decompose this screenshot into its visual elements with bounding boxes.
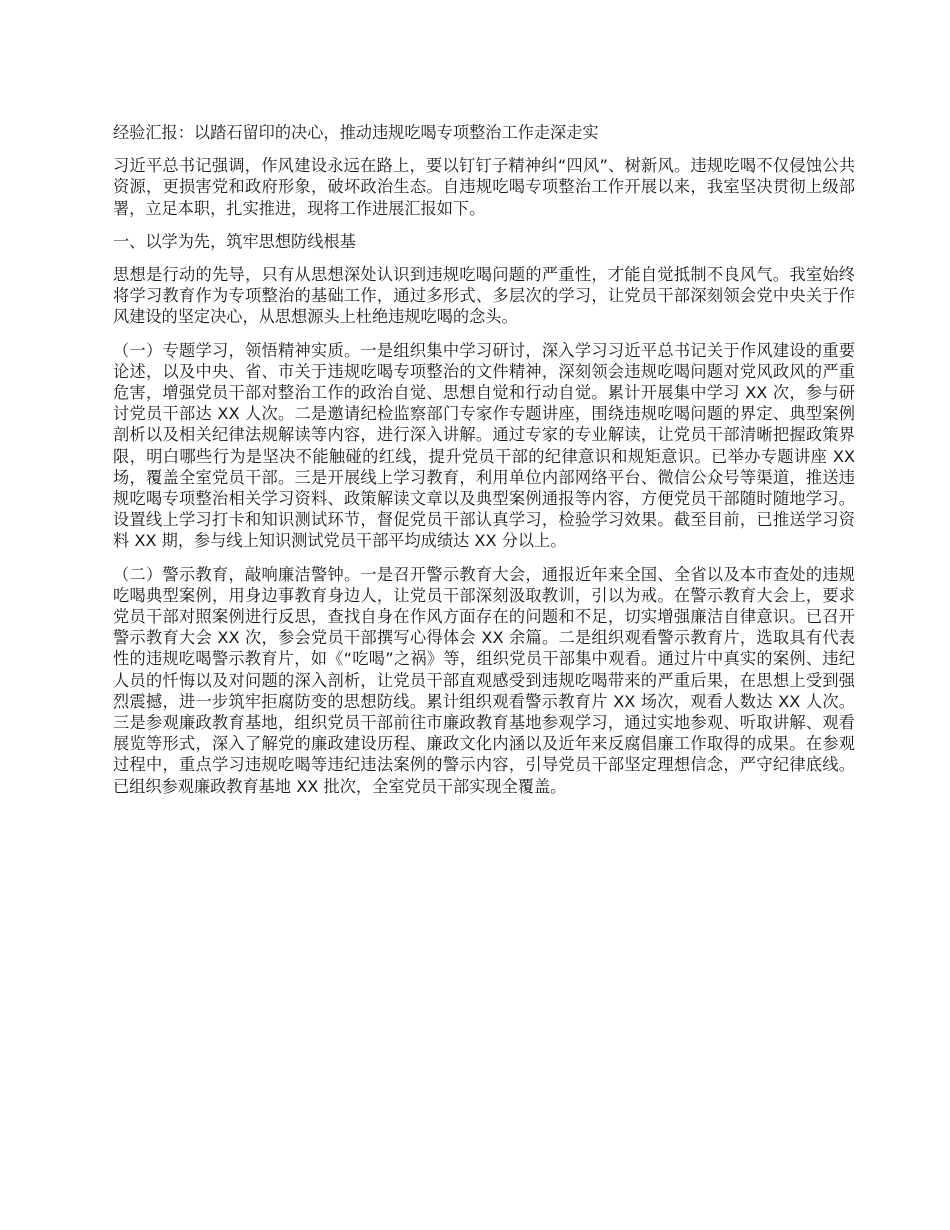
subsection-1-paragraph: （一）专题学习，领悟精神实质。一是组织集中学习研讨，深入学习习近平总书记关于作风建设的重要论述，以及中央、省、市关于违规吃喝专项整治的文件精神，深刻领会违规吃喝问题对党风政风的严重危害，增强党员干部对整治工作的政治自觉、思想自觉和行动自觉。累计开展集中学习 XX 次，参与研讨党员干部达 XX 人次。二是邀请纪检监察部门专家作专题讲座，围绕违规吃喝问题的界定、典型案例剖析以及相关纪律法规解读等内容，进行深入讲解。通过专家的专业解读，让党员干部清晰把握政策界限，明白哪些行为是坚决不能触碰的红线，提升党员干部的纪律意识和规矩意识。已举办专题讲座 XX 场，覆盖全室党员干部。三是开展线上学习教育，利用单位内部网络平台、微信公众号等渠道，推送违规吃喝专项整治相关学习资料、政策解读文章以及典型案例通报等内容，方便党员干部随时随地学习。设置线上学习打卡和知识测试环节，督促党员干部认真学习，检验学习效果。截至目前，已推送学习资料 XX 期，参与线上知识测试党员干部平均成绩达 XX 分以上。 xyxy=(113,340,855,551)
document-page xyxy=(113,122,855,809)
document-title: 经验汇报：以踏石留印的决心，推动违规吃喝专项整治工作走深走实 xyxy=(113,123,599,142)
section-heading-1: 一、以学为先，筑牢思想防线根基 xyxy=(113,231,356,251)
subsection-2-paragraph: （二）警示教育，敲响廉洁警钟。一是召开警示教育大会，通报近年来全国、全省以及本市查处的违规吃喝典型案例，用身边事教育身边人，让党员干部深刻汲取教训，引以为戒。在警示教育大会上，要求党员干部对照案例进行反思，查找自身在作风方面存在的问题和不足，切实增强廉洁自律意识。已召开警示教育大会 XX 次，参会党员干部撰写心得体会 XX 余篇。二是组织观看警示教育片，选取具有代表性的违规吃喝警示教育片，如《“吃喝”之祸》等，组织党员干部集中观看。通过片中真实的案例、违纪人员的忏悔以及对问题的深入剖析，让党员干部直观感受到违规吃喝带来的严重后果，在思想上受到强烈震撼，进一步筑牢拒腐防变的思想防线。累计组织观看警示教育片 XX 场次，观看人数达 XX 人次。三是参观廉政教育基地，组织党员干部前往市廉政教育基地参观学习，通过实地参观、听取讲解、观看展览等形式，深入了解党的廉政建设历程、廉政文化内涵以及近年来反腐倡廉工作取得的成果。在参观过程中，重点学习违规吃喝等违纪违法案例的警示内容，引导党员干部坚定理想信念，严守纪律底线。已组织参观廉政教育基地 XX 批次，全室党员干部实现全覆盖。 xyxy=(113,564,855,796)
intro-paragraph: 习近平总书记强调，作风建设永远在路上，要以钉钉子精神纠“四风”、树新风。违规吃喝不仅侵蚀公共资源，更损害党和政府形象，破坏政治生态。自违规吃喝专项整治工作开展以来，我室坚决贯彻上级部署，立足本职，扎实推进，现将工作进展汇报如下。 xyxy=(113,156,855,218)
section-1-lead-paragraph: 思想是行动的先导，只有从思想深处认识到违规吃喝问题的严重性，才能自觉抵制不良风气。我室始终将学习教育作为专项整治的基础工作，通过多形式、多层次的学习，让党员干部深刻领会党中央关于作风建设的坚定决心，从思想源头上杜绝违规吃喝的念头。 xyxy=(113,265,855,327)
